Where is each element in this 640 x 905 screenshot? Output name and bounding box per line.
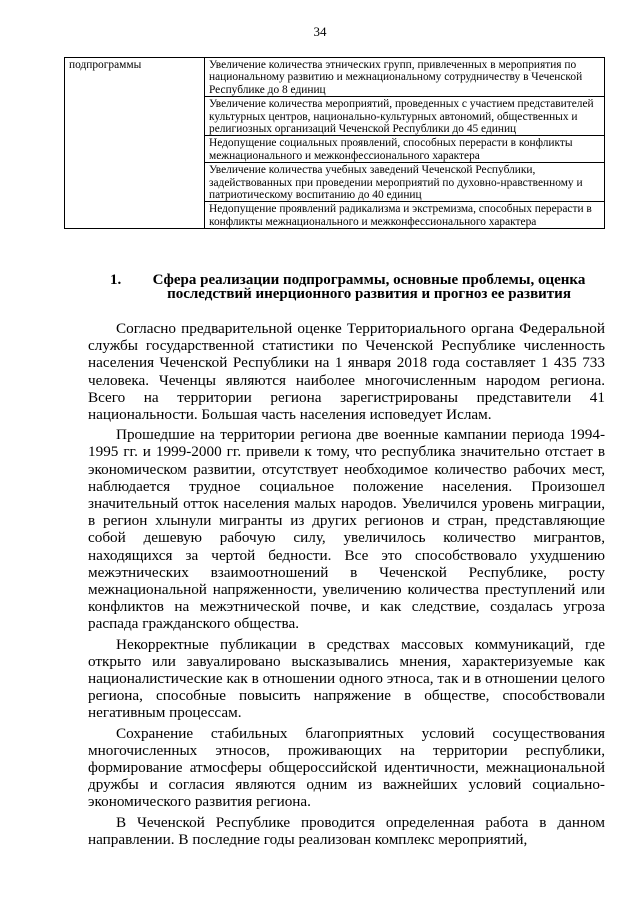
table-row <box>65 58 605 97</box>
table-cell: Недопущение социальных проявлений, способных перерасти в конфликты межнационального и межконфессионального характера <box>205 136 605 163</box>
section-heading <box>70 273 605 301</box>
goals-table <box>64 57 605 229</box>
section-title: Сфера реализации подпрограммы, основные проблемы, оценка последствий инерционного развития и прогноз ее развития <box>152 272 586 302</box>
paragraph: Прошедшие на территории региона две военные кампании периода 1994-1995 гг. и 1999-2000 гг. привели к тому, что республика значительно отстает в экономическом развитии, отсутствует необходимое количество рабочих мест, наблюдается трудное социальное положение населения. Произошел значительный отток населения малых народов. Увеличился уровень миграции, в регион хлынули мигранты из других регионов и стран, представляющие собой дешевую рабочую силу, увеличилось количество мигрантов, находящихся за чертой бедности. Все это способствовало ухудшению межэтнических взаимоотношений в Чеченской Республике, росту межнациональной напряженности, увеличению количества преступлений или конфликтов на межэтнической почве, и как следствие, создалась угроза распада гражданского общества. <box>88 426 605 633</box>
table-cell: Увеличение количества мероприятий, проведенных с участием представителей культурных центров, национально-культурных автономий, общественных и религиозных организаций Чеченской Республики до 45 единиц <box>205 97 605 136</box>
paragraph: Согласно предварительной оценке Территориального органа Федеральной службы государственной статистики по Чеченской Республике численность населения Чеченской Республики на 1 января 2018 года составляет 1 435 733 человека. Чеченцы являются наиболее многочисленным народом региона. Всего на территории региона зарегистрированы представители 41 национальности. Большая часть населения исповедует Ислам. <box>88 320 605 424</box>
table-row-label: подпрограммы <box>65 58 205 229</box>
paragraph: В Чеченской Республике проводится определенная работа в данном направлении. В последние годы реализован комплекс мероприятий, <box>88 813 605 848</box>
page-number: 34 <box>313 24 327 39</box>
paragraph: Некорректные публикации в средствах массовых коммуникаций, где открыто или завуалировано высказывались мнения, характеризуемые как националистические как в отношении одного этноса, так и в отношении целого региона, способные повысить напряжение в обществе, способствовали негативным процессам. <box>88 635 605 722</box>
table-cell: Увеличение количества учебных заведений Чеченской Республики, задействованных при проведении мероприятий по духовно-нравственному и патриотическому воспитанию до 40 единиц <box>205 163 605 202</box>
section-number: 1. <box>110 272 122 288</box>
table-cell: Увеличение количества этнических групп, привлеченных в мероприятия по национальному развитию и межнациональному сотрудничеству в Чеченской Республике до 8 единиц <box>205 58 605 97</box>
paragraph: Сохранение стабильных благоприятных условий сосуществования многочисленных этносов, проживающих на территории республики, формирование атмосферы общероссийской идентичности, межнациональной дружбы и согласия являются одним из важнейших условий социально-экономического развития региона. <box>88 724 605 811</box>
table-cell: Недопущение проявлений радикализма и экстремизма, способных перерасти в конфликты межнационального и межконфессионального характера <box>205 202 605 229</box>
body-text <box>88 320 605 851</box>
